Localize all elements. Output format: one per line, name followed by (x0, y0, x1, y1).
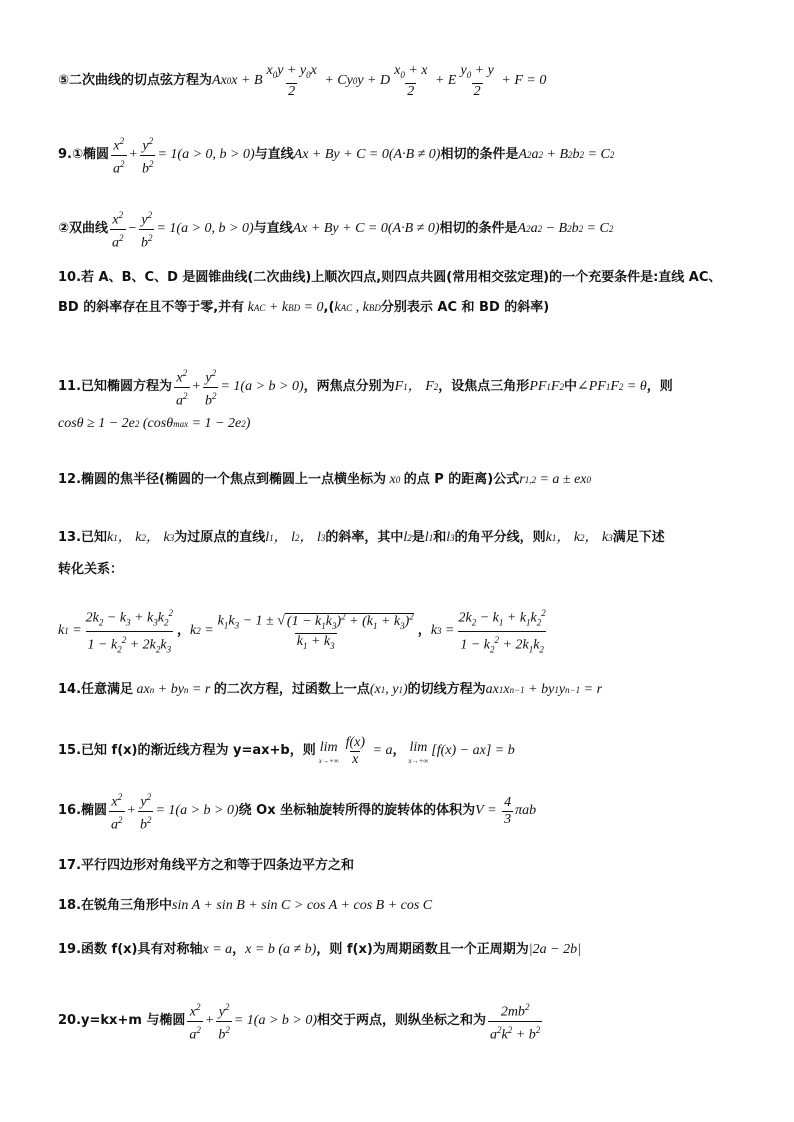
text: 的角平分线，则 (454, 530, 546, 545)
formula-tangent: ax 1 x n−1 + by 1 y n−1 = r (485, 682, 603, 697)
formula-k2: k 1 ， k 2 ， k 3 (545, 530, 613, 545)
separator: ， (417, 623, 431, 638)
item-15 (58, 736, 758, 766)
formula-ellipse: $\frac{x^2}{a^2}$ + $\frac{y^2}{b^2}$ = 1(a > b > 0) (111, 791, 239, 833)
item-label: ②双曲线 (58, 221, 109, 237)
item-label: 12.椭圆的焦半径(椭圆的一个焦点到椭圆上一点横坐标为 (58, 472, 386, 487)
item-18 (58, 896, 758, 916)
text: ， (392, 743, 406, 758)
item-17 (58, 856, 758, 876)
formula-ellipse: $\frac{x^2}{a^2}$ + $\frac{y^2}{b^2}$ = 1(a > b > 0) (189, 1001, 318, 1043)
text: ，两焦点分别为 (303, 379, 395, 395)
text: 为过原点的直线 (174, 530, 266, 545)
item-label: 9.①椭圆 (58, 147, 109, 163)
item-label: 20.y=kx+m 与椭圆 (58, 1013, 186, 1028)
formula: k AC + k BD = 0 (244, 300, 324, 315)
text: 的切线方程为 (407, 682, 486, 697)
item-11-line2 (58, 414, 758, 434)
item-12 (58, 470, 758, 490)
text: ， (232, 942, 246, 957)
item-11 (58, 366, 758, 408)
formula-volume: V = $\frac{4}{3}$ πab (475, 794, 537, 827)
formula-k1: k 1 = $\frac{2k_2 - k_3 + k_3k_2^2}{1 - k_2^2 + 2k_2k_3}$ (58, 608, 173, 654)
formula-lim1: lim x→+∞ $\frac{f(x)}{x}$ = a (318, 734, 393, 767)
text: 分别表示 AC 和 BD 的斜率) (380, 300, 550, 315)
text: 相切的条件是 (439, 221, 518, 237)
item-label: 19.函数 f(x)具有对称轴 (58, 942, 203, 957)
item-14 (58, 680, 758, 700)
formula-l3: l 3 (446, 530, 455, 545)
formula-ellipse: $\frac{x^2}{a^2}$ + $\frac{y^2}{b^2}$ = 1(a > 0, b > 0) (113, 136, 255, 177)
formula-k2: k 2 = $\frac{k_1k_3 - 1 \pm √ (1 - k_1k_3)^2 + (k_1 + k_3)^2}{k_1 + k_3}$ (189, 610, 414, 652)
item-label: 11.已知椭圆方程为 (58, 379, 173, 395)
formula-l2: l 2 (403, 530, 412, 545)
text: 绕 Ox 坐标轴旋转所得的旋转体的体积为 (238, 803, 476, 818)
formula: Ax 0 x + B $\frac{x_0y + y_0x}{2}$ + Cy 0 y + D $\frac{x_0 + x}{2}$ + E $\frac{y_0 + y}{2}$ + F = 0 (212, 63, 547, 99)
text: 中 (563, 379, 577, 395)
text: 和 (433, 530, 447, 545)
separator: ， (176, 623, 190, 638)
formula-sum: $\frac{2mb^2}{a^2k^2 + b^2}$ (490, 1001, 541, 1043)
formula-k3: k 3 = $\frac{2k_2 - k_1 + k_1k_2^2}{1 - k_2^2 + 2k_1k_2}$ (430, 608, 546, 654)
formula-hyperbola: $\frac{x^2}{a^2}$ − $\frac{y^2}{b^2}$ = 1(a > 0, b > 0) (112, 210, 254, 251)
item-19 (58, 940, 758, 960)
formula-condition: A 2 a 2 − B 2 b 2 = C 2 (517, 221, 614, 237)
text: 的斜率，其中 (325, 530, 404, 545)
text: ，则 (646, 379, 673, 395)
formula-ellipse: $\frac{x^2}{a^2}$ + $\frac{y^2}{b^2}$ = 1(a > b > 0) (176, 368, 304, 409)
formula-l1: l 1 (424, 530, 434, 545)
formula-period: |2a − 2b| (528, 942, 581, 957)
item-label: 15.已知 f(x)的渐近线方程为 y=ax+b，则 (58, 743, 316, 758)
item-9 (58, 134, 758, 176)
text: ，则 f(x)为周期函数且一个正周期为 (316, 942, 529, 957)
item-20 (58, 1001, 758, 1043)
formula: sin A + sin B + sin C > cos A + cos B + cos C (172, 898, 433, 913)
formula-radius: r 1,2 = a ± ex 0 (519, 472, 591, 487)
text: BD 的斜率存在且不等于零,并有 (58, 300, 245, 315)
item-label: 14.任意满足 (58, 682, 134, 697)
item-13 (58, 528, 758, 548)
text: 与直线 (254, 147, 294, 163)
formula-cos: cosθ ≥ 1 − 2e 2 (cosθ max = 1 − 2e 2 ) (58, 416, 251, 431)
formula: ax n + by n = r (133, 682, 214, 697)
text: ，设焦点三角形 (438, 379, 530, 395)
formula2: k AC , k BD (334, 300, 381, 315)
item-5-chord (58, 64, 758, 99)
item-10-line2 (58, 298, 758, 318)
formula2: x = b (a ≠ b) (245, 942, 317, 957)
text: 满足下述 (612, 530, 665, 545)
item-label: 16.椭圆 (58, 803, 108, 818)
formula-line: Ax + By + C = 0(A·B ≠ 0) (292, 221, 440, 237)
item-16 (58, 791, 758, 833)
text: 转化关系： (58, 562, 124, 577)
item-label: 17.平行四边形对角线平方之和等于四条边平方之和 (58, 858, 355, 873)
formula-point: (x 1 , y 1 ) (369, 682, 408, 697)
formula-condition: A 2 a 2 + B 2 b 2 = C 2 (518, 147, 615, 163)
formula: x = a (202, 942, 233, 957)
item-label: 13.已知 (58, 530, 108, 545)
formula-lim2: lim x→+∞ [f(x) − ax] = b (408, 739, 515, 765)
item-label: 18.在锐角三角形中 (58, 898, 173, 913)
item-10 (58, 268, 758, 288)
item-13-line2 (58, 560, 758, 580)
text: 是 (411, 530, 425, 545)
item-13-formulas (58, 608, 758, 654)
item-label: 10.若 A、B、C、D 是圆锥曲线(二次曲线)上顺次四点,则四点共圆(常用相交弦定理)的一个充要条件是:直线 AC、 (58, 270, 722, 285)
formula-angle: ∠PF 1 F 2 = θ (577, 379, 647, 395)
text: 的点 P 的距离)公式 (403, 472, 520, 487)
item-9-2 (58, 208, 758, 250)
text: 与直线 (253, 221, 293, 237)
item-label: ⑤二次曲线的切点弦方程为 (58, 73, 213, 89)
formula-l: l 1 ， l 2 ， l 3 (265, 530, 326, 545)
text: 相切的条件是 (440, 147, 519, 163)
formula-k: k 1 ， k 2 ， k 3 (107, 530, 175, 545)
text: 的二次方程，过函数上一点 (213, 682, 370, 697)
formula-foci: F 1 ， F 2 (394, 379, 439, 395)
formula-line: Ax + By + C = 0(A·B ≠ 0) (293, 147, 441, 163)
formula-triangle: PF 1 F 2 (529, 379, 564, 395)
formula: x 0 (385, 472, 401, 487)
text: 相交于两点，则纵坐标之和为 (317, 1013, 487, 1028)
text: ,( (323, 300, 335, 315)
lim-subscript: x→+∞ (318, 756, 339, 765)
